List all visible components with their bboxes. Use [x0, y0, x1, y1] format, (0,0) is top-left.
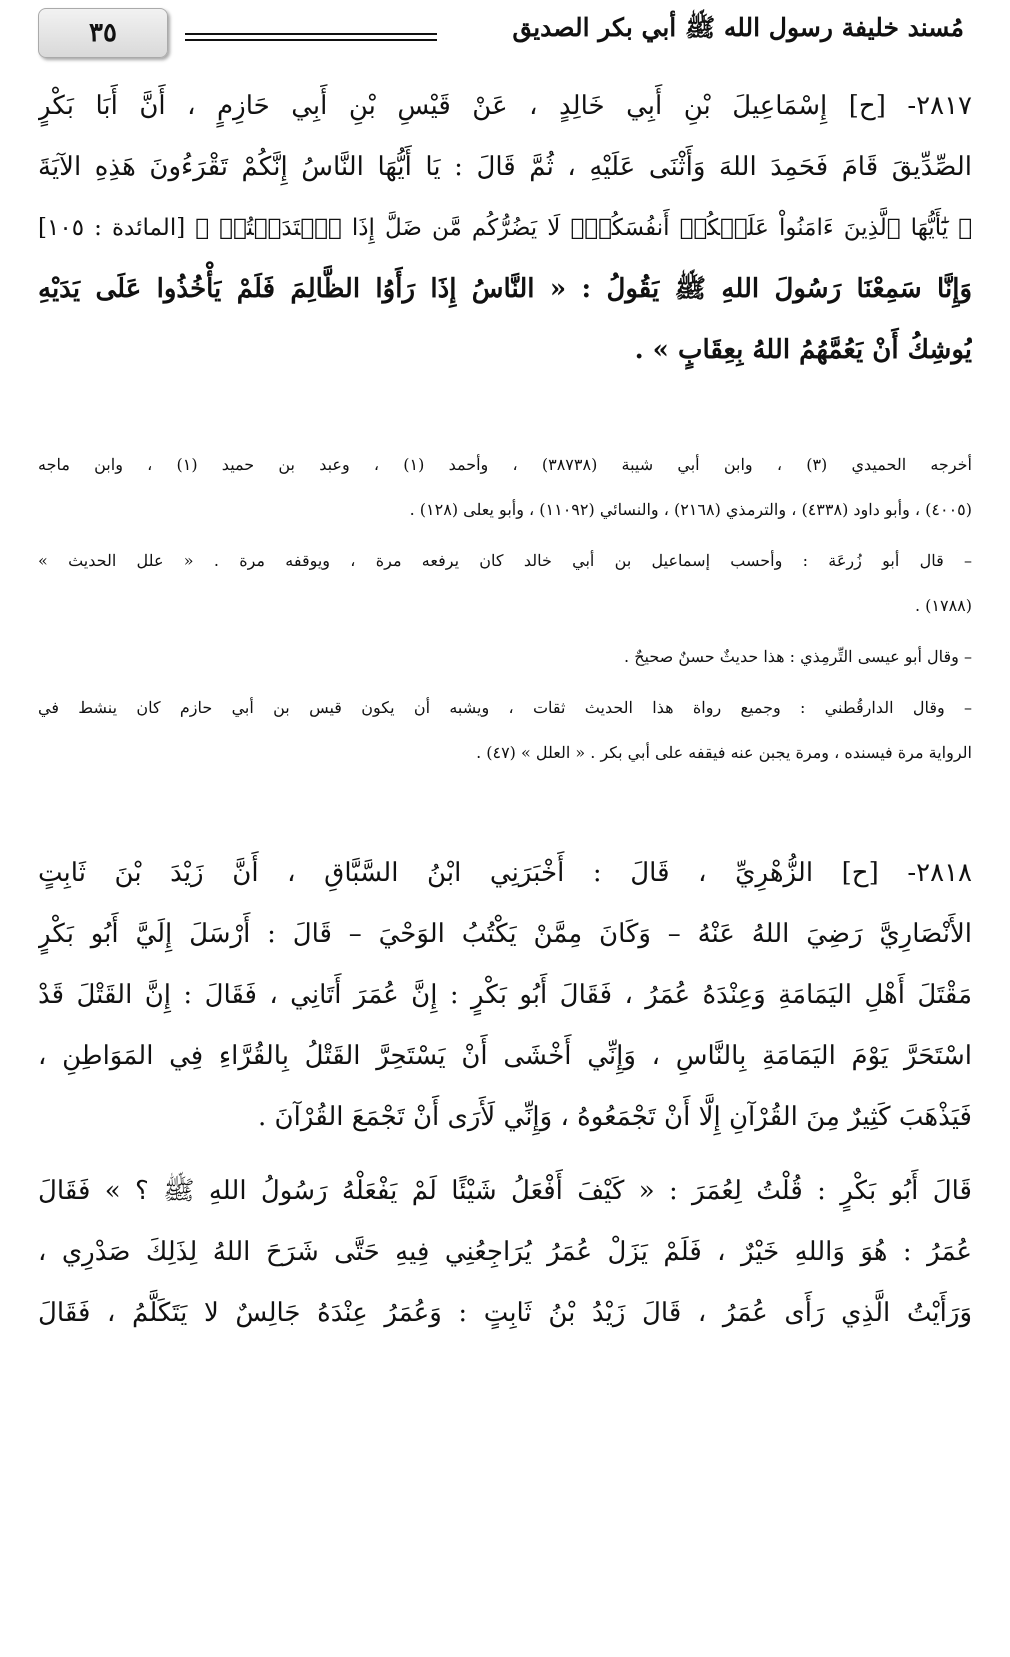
text-line: ٢٨١٨- [ح] الزُّهْرِيِّ ، قَالَ : أَخْبَرَنِي ابْنُ السَّبَّاقِ ، أَنَّ زَيْدَ بْنَ ثَابِتٍ [38, 858, 972, 888]
note-line: – وقال أبو عيسى التِّرمِذي : هذا حديثٌ حسنٌ صحيحٌ . [624, 647, 972, 666]
header-rule-bottom [185, 39, 437, 41]
text-line: قَالَ أَبُو بَكْرٍ : قُلْتُ لِعُمَرَ : « كَيْفَ أَفْعَلُ شَيْئًا لَمْ يَفْعَلْهُ رَسُولُ اللهِ ﷺ ؟ » فَقَالَ [38, 1176, 972, 1206]
note-line: – وقال الدارقُطني : وجميع رواة هذا الحديث ثقات ، ويشبه أن يكون قيس بن أبي حازم كان ينشط في [38, 698, 972, 717]
text-line: وَإِنَّا سَمِعْنَا رَسُولَ اللهِ ﷺ يَقُولُ : « النَّاسُ إِذَا رَأَوُا الظَّالِمَ فَلَمْ يَأْخُذُوا عَلَى يَدَيْهِ [38, 274, 972, 304]
takhrij-notes [38, 442, 972, 775]
note-line: – قال أبو زُرعَة : وأحسب إسماعيل بن أبي خالد كان يرفعه مرة ، ويوقفه مرة . « علل الحديث » [38, 551, 972, 570]
paragraph [38, 1161, 972, 1344]
note-line: (١٧٨٨) . [914, 596, 972, 615]
text-line: عُمَرُ : هُوَ وَاللهِ خَيْرٌ ، فَلَمْ يَزَلْ عُمَرُ يُرَاجِعُنِي فِيهِ حَتَّى شَرَحَ اللهُ لِذَلِكَ صَدْرِي ، [38, 1237, 972, 1267]
note-line: أخرجه الحميدي (٣) ، وابن أبي شيبة (٣٨٧٣٨) ، وأحمد (١) ، وعبد بن حميد (١) ، وابن ماجه [38, 455, 972, 474]
note-line: (٤٠٠٥) ، وأبو داود (٤٣٣٨) ، والترمذي (٢١٦٨) ، والنسائي (١١٠٩٢) ، وأبو يعلى (١٢٨) . [409, 500, 972, 519]
page-number: ٣٥ [38, 8, 168, 58]
running-title: مُسند خليفة رسول الله ﷺ أبي بكر الصديق [512, 13, 964, 42]
text-line: فَيَذْهَبَ كَثِيرٌ مِنَ القُرْآنِ إِلَّا أَنْ تَجْمَعُوهُ ، وَإِنِّي لَأَرَى أَنْ تَجْمَعَ القُرْآنَ . [258, 1102, 972, 1132]
text-line: الأَنْصَارِيَّ رَضِيَ اللهُ عَنْهُ – وَكَانَ مِمَّنْ يَكْتُبُ الوَحْيَ – قَالَ : أَرْسَلَ إِلَيَّ أَبُو بَكْرٍ [38, 919, 972, 949]
text-line: اسْتَحَرَّ يَوْمَ اليَمَامَةِ بِالنَّاسِ ، وَإِنِّي أَخْشَى أَنْ يَسْتَحِرَّ القَتْلُ بِالقُرَّاءِ فِي المَوَاطِنِ ، [38, 1041, 972, 1071]
quran-verse: ﴿ يَٰٓأَيُّهَا ٱلَّذِينَ ءَامَنُواْ عَلَيۡكُمۡ أَنفُسَكُمۡۖ لَا يَضُرُّكُم مَّن ضَلَّ إِذَا ٱهۡتَدَيۡتُمۡ ﴾ [المائدة : ١٠٥] [38, 215, 972, 241]
hadith-2817 [38, 76, 972, 381]
text-line: الصِّدِّيقَ قَامَ فَحَمِدَ اللهَ وَأَثْنَى عَلَيْهِ ، ثُمَّ قَالَ : يَا أَيُّهَا النَّاسُ إِنَّكُمْ تَقْرَءُونَ هَذِهِ الآيَةَ [38, 152, 972, 182]
text-line: ٢٨١٧- [ح] إِسْمَاعِيلَ بْنِ أَبِي خَالِدٍ ، عَنْ قَيْسِ بْنِ أَبِي حَازِمٍ ، أَنَّ أَبَا بَكْرٍ [38, 91, 972, 121]
text-line: وَرَأَيْتُ الَّذِي رَأَى عُمَرُ ، قَالَ زَيْدُ بْنُ ثَابِتٍ : وَعُمَرُ عِنْدَهُ جَالِسٌ لا يَتَكَلَّمُ ، فَقَالَ [38, 1298, 972, 1328]
header-rule-top [185, 33, 437, 35]
hadith-2818 [38, 843, 972, 1148]
note-line: الرواية مرة فيسنده ، ومرة يجبن عنه فيقفه على أبي بكر . « العلل » (٤٧) . [476, 743, 972, 762]
text-line: مَقْتَلَ أَهْلِ اليَمَامَةِ وَعِنْدَهُ عُمَرُ ، فَقَالَ أَبُو بَكْرٍ : إِنَّ عُمَرَ أَتَانِي ، فَقَالَ : إِنَّ القَتْلَ قَدْ [38, 980, 972, 1010]
text-line: يُوشِكُ أَنْ يَعُمَّهُمُ اللهُ بِعِقَابٍ » . [634, 335, 972, 365]
